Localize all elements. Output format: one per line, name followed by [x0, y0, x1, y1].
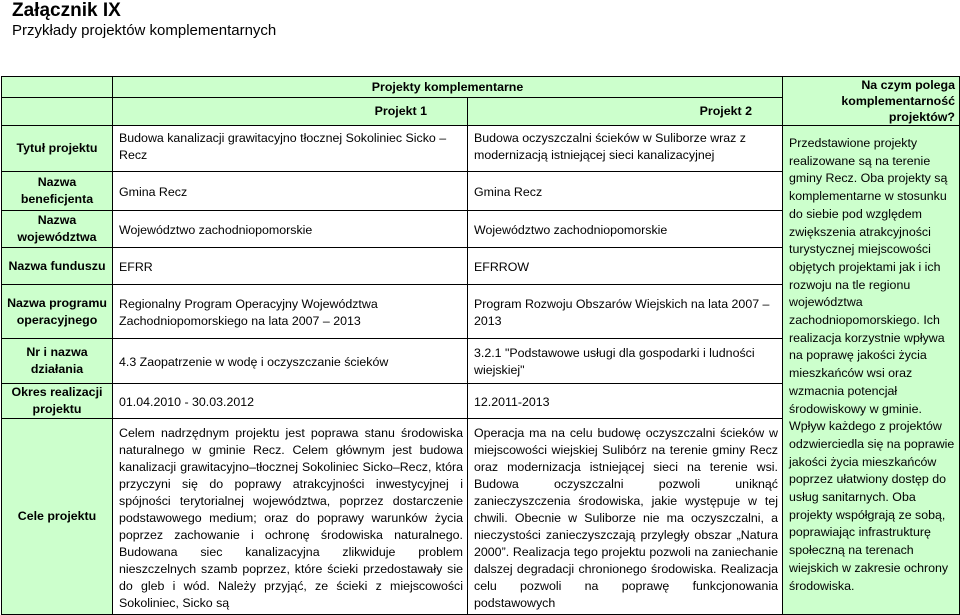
header-projects-group: Projekty komplementarne	[113, 77, 783, 98]
project1-voivodeship: Województwo zachodniopomorskie	[113, 211, 468, 248]
header-project-2: Projekt 2	[468, 97, 783, 125]
header-project-1: Projekt 1	[113, 97, 468, 125]
project2-voivodeship: Województwo zachodniopomorskie	[468, 211, 783, 248]
label-measure: Nr i nazwa działania	[2, 339, 113, 384]
label-beneficiary: Nazwa beneficjenta	[2, 172, 113, 211]
label-period: Okres realizacji projektu	[2, 384, 113, 419]
label-programme: Nazwa programu operacyjnego	[2, 285, 113, 339]
label-title: Tytuł projektu	[2, 126, 113, 172]
project1-fund: EFRR	[113, 248, 468, 285]
project1-title: Budowa kanalizacji grawitacyjno tłocznej Sokoliniec Sicko – Recz	[113, 126, 468, 172]
project2-beneficiary: Gmina Recz	[468, 172, 783, 211]
header-complementarity: Na czym polega komplementarność projektów?	[783, 77, 960, 126]
complementarity-description: Przedstawione projekty realizowane są na terenie gminy Recz. Oba projekty są komplementarne w stosunku do siebie pod względem zwiększenia atrakcyjności turystycznej miejscowości objętych projektami jak i ich rozwoju na tle regionu województwa zachodniopomorskiego. Ich realizacja korzystnie wpływa na poprawę jakości życia mieszkańców wsi oraz wzmacnia potencjał środowiskowy w gminie. Wpływ każdego z projektów odzwierciedla się na poprawie jakości życia mieszkańców poprzez ułatwiony dostęp do usług sanitarnych. Oba projekty współgrają ze sobą, poprawiając infrastrukturę społeczną na terenach wiejskich w zakresie ochrony środowiska.	[783, 126, 960, 615]
project2-fund: EFRROW	[468, 248, 783, 285]
header-label-spacer	[2, 77, 113, 98]
header-label-spacer-2	[2, 97, 113, 125]
project2-goals: Operacja ma na celu budowę oczyszczalni ścieków w miejscowości wiejskiej Sulibórz na terenie gminy Recz oraz modernizacja istniejącej sieci na terenie wsi. Budowa oczyszczalni pozwoli uniknąć zanieczyszczenia środowiska, jakie występuje w tej chwili. Obecnie w Suliborze nie ma oczyszczalni, a nieczystości zanieczyszczają przyległy obszar „Natura 2000”. Realizacja tego projektu pozwoli na zaniechanie dalszej degradacji chronionego środowiska. Realizacja celu pozwoli na poprawę funkcjonowania podstawowych	[468, 419, 783, 615]
label-fund: Nazwa funduszu	[2, 248, 113, 285]
label-goals: Cele projektu	[2, 419, 113, 615]
complementary-projects-table	[1, 76, 960, 615]
project1-goals: Celem nadrzędnym projektu jest poprawa stanu środowiska naturalnego w gminie Recz. Celem głównym jest budowa kanalizacji grawitacyjno–tłocznej Sokoliniec Sicko–Recz, która przyczyni się do poprawy atrakcyjności inwestycyjnej i spójności terytorialnej województwa, poprzez dostarczenie podstawowego medium; oraz do poprawy warunków życia poprzez zachowanie i ochronę środowiska naturalnego. Budowana siec kanalizacyjna zlikwiduje problem nieszczelnych szamb poprzez, które ścieki przedostawały sie do gleb i wód. Należy przyjąć, ze ścieki z miejscowości Sokoliniec, Sicko są	[113, 419, 468, 615]
project1-beneficiary: Gmina Recz	[113, 172, 468, 211]
label-voivodeship: Nazwa województwa	[2, 211, 113, 248]
project1-measure: 4.3 Zaopatrzenie w wodę i oczyszczanie ścieków	[113, 339, 468, 384]
document-heading	[12, 0, 276, 40]
project1-programme: Regionalny Program Operacyjny Województwa Zachodniopomorskiego na lata 2007 – 2013	[113, 285, 468, 339]
project2-measure: 3.2.1 "Podstawowe usługi dla gospodarki i ludności wiejskiej"	[468, 339, 783, 384]
annex-title: Załącznik IX	[12, 0, 121, 21]
project2-period: 12.2011-2013	[468, 384, 783, 419]
annex-subtitle: Przykłady projektów komplementarnych	[12, 22, 277, 39]
project2-programme: Program Rozwoju Obszarów Wiejskich na lata 2007 – 2013	[468, 285, 783, 339]
project1-period: 01.04.2010 - 30.03.2012	[113, 384, 468, 419]
project2-title: Budowa oczyszczalni ścieków w Suliborze wraz z modernizacją istniejącej sieci kanalizacyjnej	[468, 126, 783, 172]
